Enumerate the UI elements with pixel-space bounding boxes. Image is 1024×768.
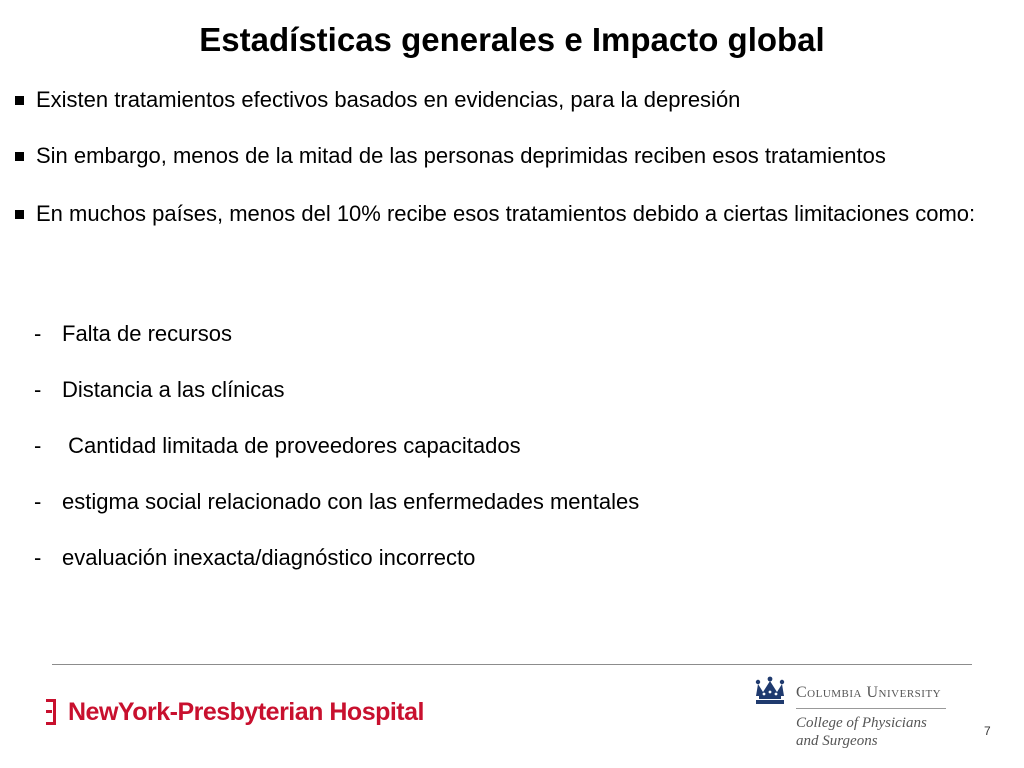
sub-item-text: Cantidad limitada de proveedores capacitados [62, 433, 521, 458]
sub-item-text: Distancia a las clínicas [62, 377, 285, 402]
page-number: 7 [984, 724, 991, 738]
college-line-2: and Surgeons [796, 733, 878, 749]
columbia-college-name [796, 714, 927, 750]
sub-item-text: evaluación inexacta/diagnóstico incorrecto [62, 545, 476, 570]
sub-item [12, 432, 1012, 488]
sub-item-text: Falta de recursos [62, 321, 232, 346]
sub-item [12, 544, 1012, 600]
limitations-list [12, 320, 1012, 600]
bullet-text: En muchos países, menos del 10% recibe esos tratamientos debido a ciertas limitaciones como: [36, 201, 976, 226]
bullet-item [12, 200, 1012, 228]
dash-marker: - [34, 321, 42, 346]
college-line-1: College of Physicians [796, 715, 927, 731]
bullet-item [12, 142, 1012, 170]
square-bullet-icon [15, 210, 24, 219]
nyp-logo-text: NewYork-Presbyterian Hospital [68, 697, 424, 726]
nyp-cross-mark-icon [46, 697, 62, 727]
slide-title: Estadísticas generales e Impacto global [199, 21, 825, 58]
columbia-university-name: Columbia University [796, 684, 942, 701]
sub-item [12, 488, 1012, 544]
bullet-list [12, 86, 1012, 256]
columbia-divider [796, 708, 946, 709]
square-bullet-icon [15, 152, 24, 161]
bullet-text: Sin embargo, menos de la mitad de las personas deprimidas reciben esos tratamientos [36, 143, 886, 168]
bullet-item [12, 86, 1012, 114]
dash-marker: - [34, 377, 42, 402]
crown-icon [752, 676, 788, 706]
bullet-text: Existen tratamientos efectivos basados en evidencias, para la depresión [36, 87, 741, 112]
dash-marker: - [34, 545, 42, 570]
nyp-logo [46, 692, 424, 732]
columbia-logo [752, 676, 992, 756]
dash-marker: - [34, 433, 42, 458]
square-bullet-icon [15, 96, 24, 105]
sub-item [12, 320, 1012, 376]
dash-marker: - [34, 489, 42, 514]
sub-item-text: estigma social relacionado con las enfermedades mentales [62, 489, 640, 514]
sub-item [12, 376, 1012, 432]
footer-divider [52, 664, 972, 665]
